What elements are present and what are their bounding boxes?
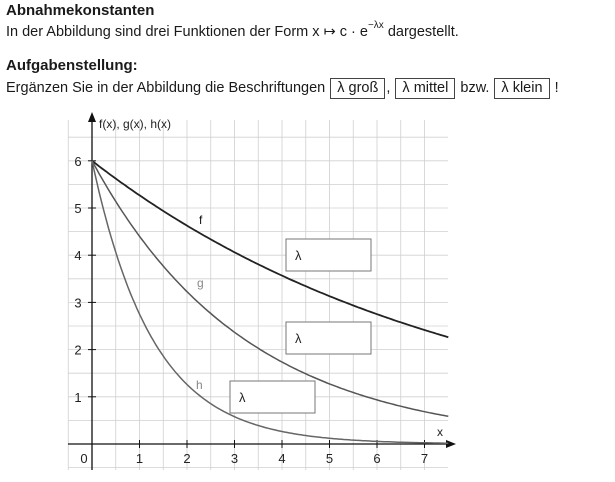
x-tick-label: 2 bbox=[183, 451, 191, 466]
task-end: ! bbox=[554, 80, 559, 97]
series-label-g: g bbox=[197, 276, 204, 290]
y-tick-label: 4 bbox=[74, 248, 82, 264]
y-tick-label: 2 bbox=[74, 342, 82, 358]
intro-after: dargestellt. bbox=[383, 23, 459, 40]
intro-before: In der Abbildung sind drei Funktionen der Form x ↦ c · e bbox=[6, 23, 368, 40]
annotation-box-text-g: λ bbox=[295, 331, 302, 346]
y-tick-label: 5 bbox=[74, 201, 82, 216]
y-axis-label: f(x), g(x), h(x) bbox=[99, 117, 171, 131]
annotation-box-text-h: λ bbox=[239, 390, 246, 405]
x-tick-label: 1 bbox=[135, 451, 144, 466]
x-tick-label: 3 bbox=[230, 451, 239, 466]
origin-label: 0 bbox=[80, 451, 88, 466]
curve-f bbox=[92, 161, 448, 337]
task-sep2: bzw. bbox=[460, 80, 490, 97]
x-axis-label: x bbox=[437, 425, 443, 439]
y-tick-label: 1 bbox=[74, 389, 82, 405]
series-label-h: h bbox=[196, 378, 203, 392]
y-axis-arrow bbox=[88, 112, 96, 122]
annotation-box-text-f: λ bbox=[295, 248, 302, 263]
y-tick-label: 3 bbox=[74, 295, 82, 311]
page-title: Abnahmekonstanten bbox=[6, 2, 155, 19]
intro-exponent: −λx bbox=[367, 20, 384, 31]
label-box-mittel: λ mittel bbox=[395, 78, 455, 99]
label-box-gross: λ groß bbox=[330, 78, 385, 99]
task-before: Ergänzen Sie in der Abbildung die Beschriftungen bbox=[6, 80, 326, 97]
x-axis-arrow bbox=[446, 440, 456, 448]
x-tick-label: 6 bbox=[373, 451, 381, 466]
series-label-f: f bbox=[199, 213, 203, 227]
x-tick-label: 5 bbox=[325, 451, 334, 466]
task-sep1: , bbox=[386, 80, 391, 97]
y-tick-label: 6 bbox=[74, 153, 82, 169]
x-tick-label: 7 bbox=[420, 451, 429, 466]
x-tick-label: 4 bbox=[278, 451, 286, 466]
task-heading: Aufgabenstellung: bbox=[6, 57, 138, 74]
label-box-klein: λ klein bbox=[494, 78, 549, 99]
